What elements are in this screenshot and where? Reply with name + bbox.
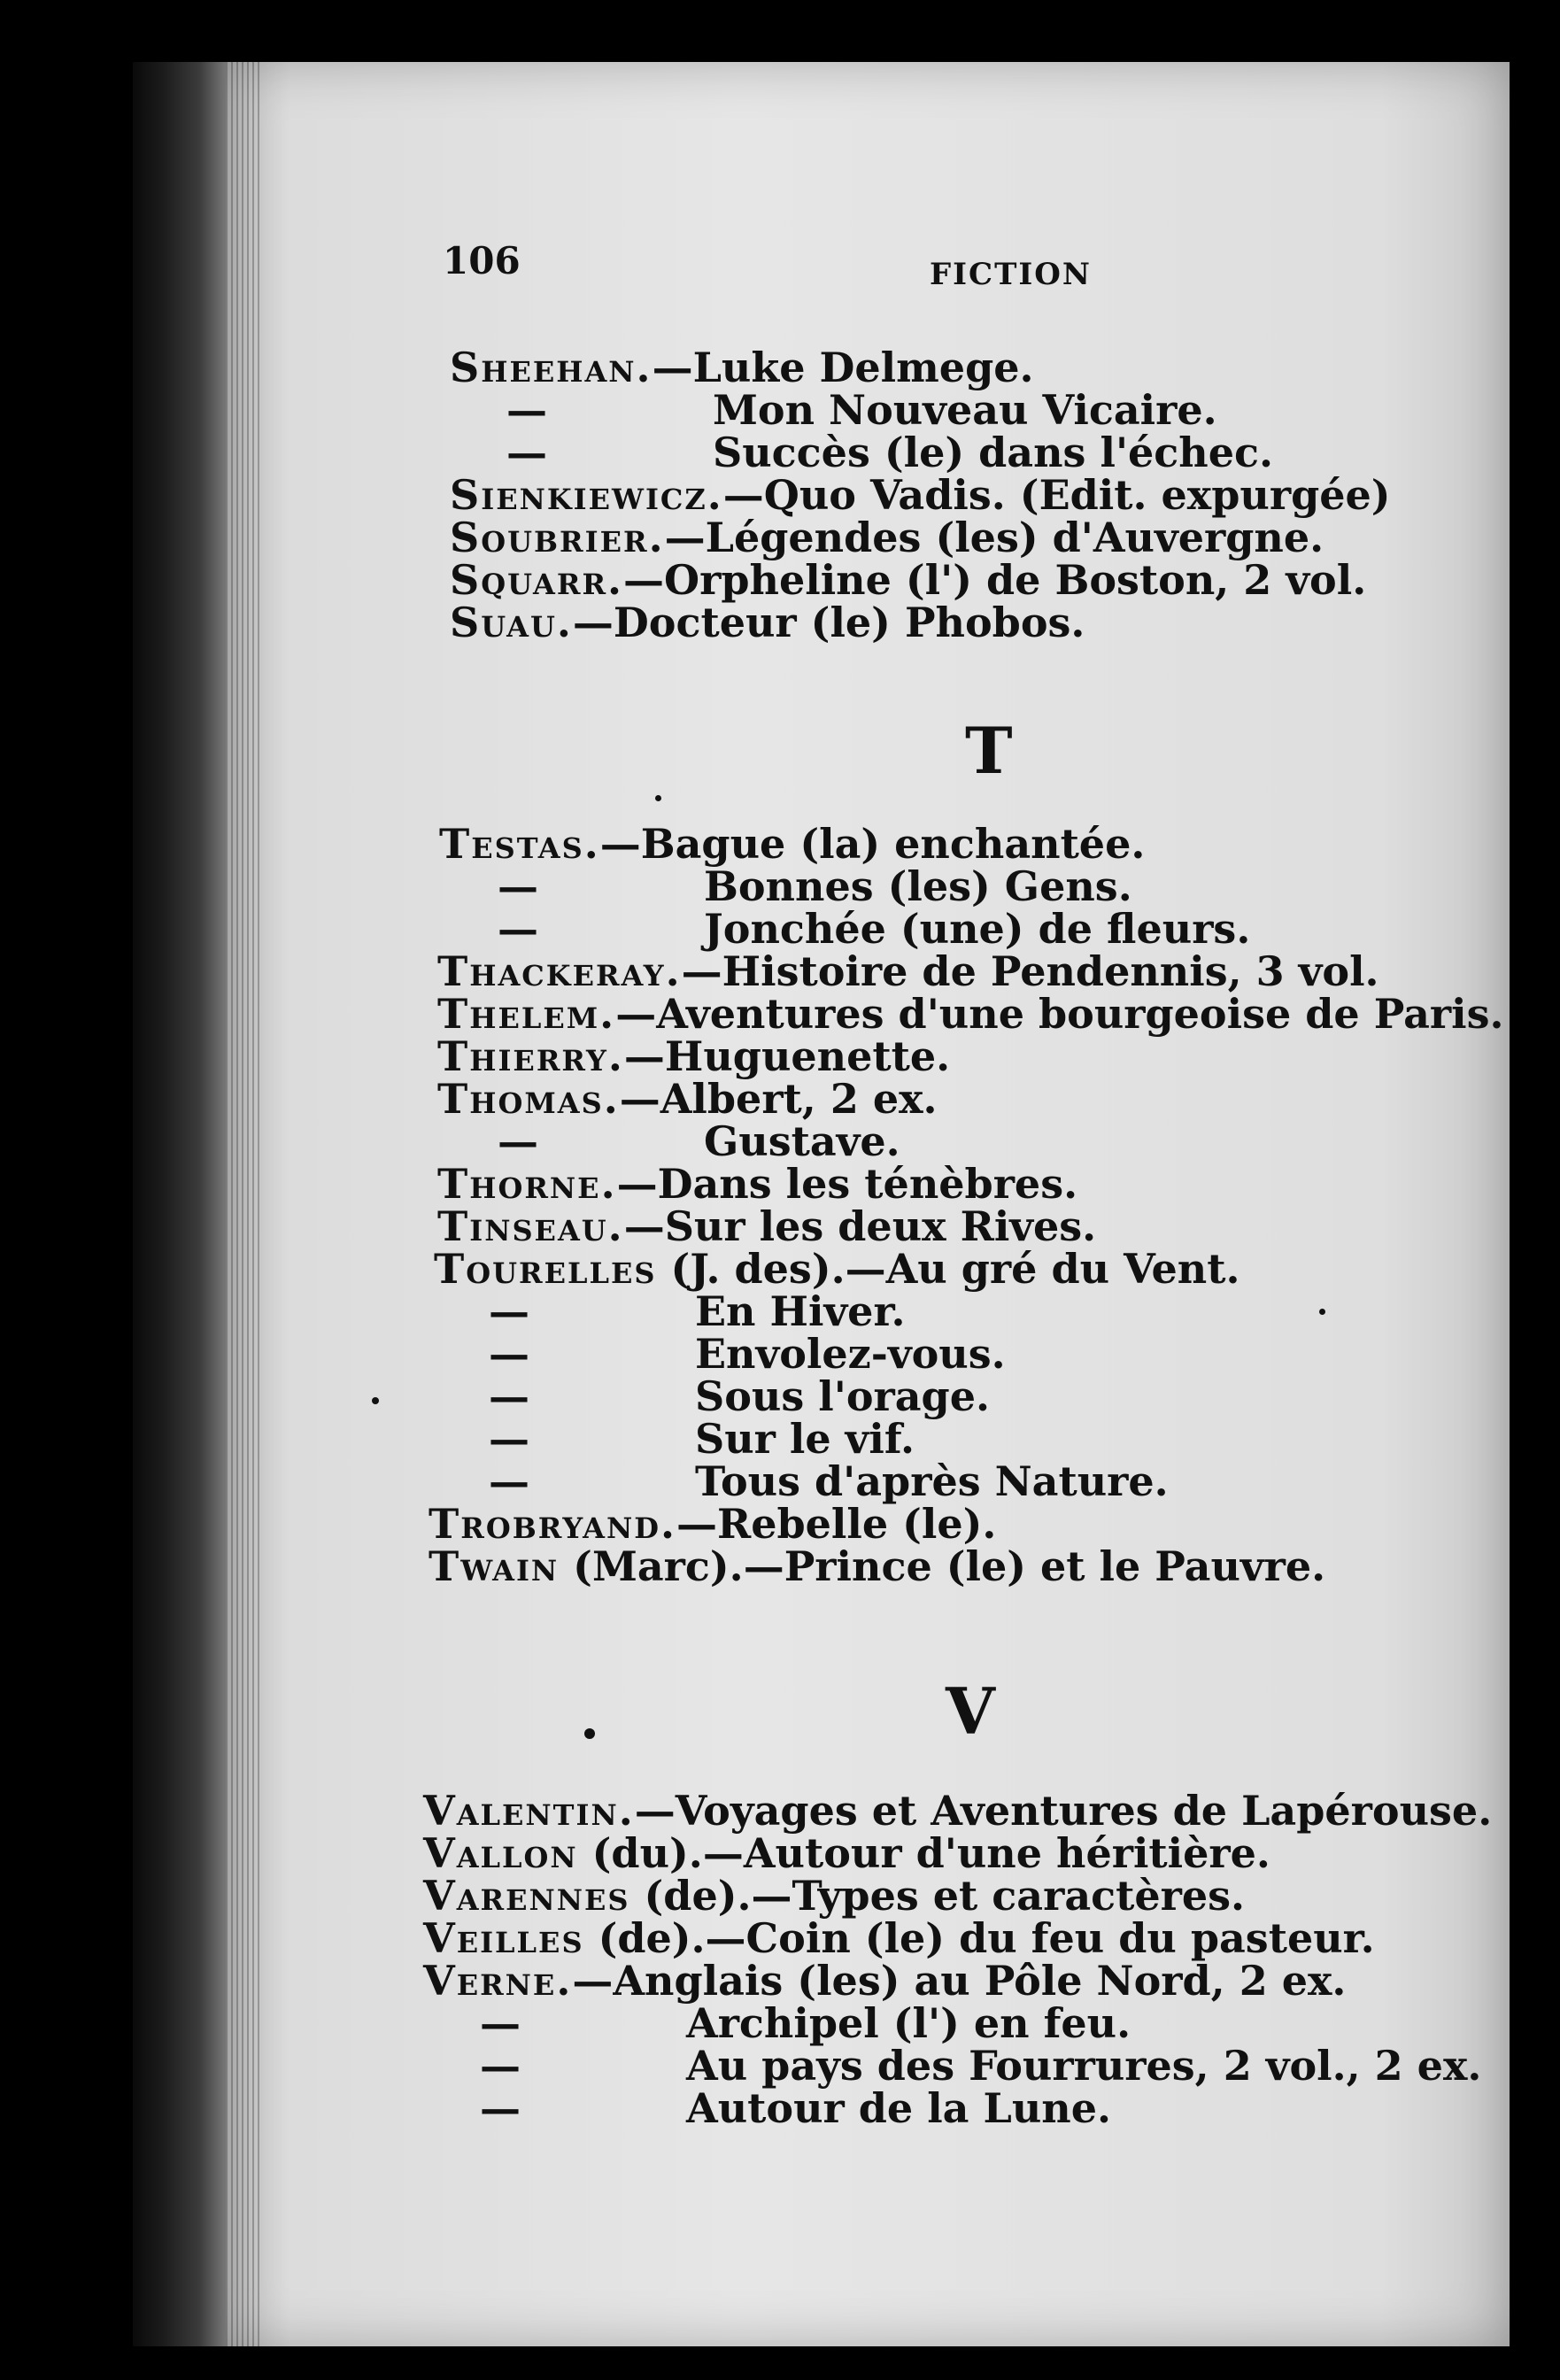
entry-author: Veilles	[423, 1914, 584, 1962]
entry-author: Vallon	[423, 1829, 578, 1877]
entry-title: Envolez-vous.	[695, 1330, 1006, 1378]
entry-suau	[450, 599, 1085, 646]
entry-author: Verne.	[423, 1957, 573, 2005]
entry-author: Tourelles	[434, 1245, 657, 1293]
entry-continuation	[460, 2042, 1482, 2090]
entry-title: —Histoire de Pendennis, 3 vol.	[681, 947, 1379, 995]
scan-speck	[584, 1728, 595, 1739]
entry-thomas	[437, 1075, 938, 1123]
entry-title: Sur le vif.	[695, 1415, 915, 1463]
entry-continuation	[478, 905, 1251, 953]
entry-continuation	[469, 1330, 1006, 1378]
entry-title: (Marc).—Prince (le) et le Pauvre.	[559, 1542, 1326, 1590]
entry-title: Jonchée (une) de fleurs.	[704, 905, 1251, 953]
ditto-dash: —	[489, 1415, 529, 1463]
entry-continuation	[469, 1415, 915, 1463]
entry-author: Tinseau.	[437, 1202, 624, 1250]
entry-thelem	[437, 990, 1504, 1038]
entry-title: —Albert, 2 ex.	[619, 1075, 938, 1123]
book-spine	[133, 62, 235, 2346]
ditto-dash: —	[480, 2042, 521, 2090]
entry-author: Varennes	[423, 1872, 630, 1920]
entry-verne	[423, 1957, 1347, 2005]
entry-author: Thierry.	[437, 1032, 624, 1080]
running-head: FICTION	[930, 257, 1093, 292]
entry-continuation	[460, 2084, 1112, 2132]
entry-title: —Orpheline (l') de Boston, 2 vol.	[623, 556, 1367, 604]
scan-speck	[1319, 1309, 1325, 1315]
ditto-dash: —	[480, 2084, 521, 2132]
entry-thackeray	[437, 947, 1379, 995]
entry-title: —Quo Vadis. (Edit. expurgée)	[722, 471, 1391, 519]
entry-title: (de).—Coin (le) du feu du pasteur.	[583, 1914, 1375, 1962]
entry-valentin	[423, 1787, 1493, 1835]
entry-author: Soubrier.	[450, 514, 665, 561]
entry-continuation	[478, 1117, 900, 1165]
entry-continuation	[487, 386, 1217, 434]
ditto-dash: —	[480, 1999, 521, 2047]
entry-title: —Huguenette.	[623, 1032, 951, 1080]
entry-author: Valentin.	[423, 1787, 635, 1835]
entry-thierry	[437, 1032, 951, 1080]
entry-soubrier	[450, 514, 1324, 561]
entry-title: (J. des).—Au gré du Vent.	[656, 1245, 1240, 1293]
ditto-dash: —	[489, 1287, 529, 1335]
entry-thorne	[437, 1160, 1078, 1208]
entry-title: Succès (le) dans l'échec.	[713, 429, 1274, 476]
entry-title: En Hiver.	[695, 1287, 906, 1335]
entry-author: Trobryand.	[429, 1500, 676, 1548]
entry-title: —Bague (la) enchantée.	[599, 820, 1146, 868]
entry-author: Sheehan.	[450, 344, 653, 391]
entry-continuation	[469, 1457, 1169, 1505]
entry-vallon	[423, 1829, 1270, 1877]
ditto-dash: —	[489, 1457, 529, 1505]
entry-title: —Sur les deux Rives.	[623, 1202, 1097, 1250]
entry-title: Mon Nouveau Vicaire.	[713, 386, 1217, 434]
entry-sienkiewicz	[450, 471, 1391, 519]
entry-title: —Voyages et Aventures de Lapérouse.	[634, 1787, 1493, 1835]
entry-title: —Docteur (le) Phobos.	[572, 599, 1085, 646]
entry-author: Thomas.	[437, 1075, 620, 1123]
entry-title: Sous l'orage.	[695, 1372, 990, 1420]
entry-title: —Dans les ténèbres.	[616, 1160, 1078, 1208]
ditto-dash: —	[498, 905, 538, 953]
entry-tourelles	[434, 1245, 1240, 1293]
entry-title: (de).—Types et caractères.	[629, 1872, 1246, 1920]
entry-continuation	[469, 1372, 990, 1420]
entry-title: Autour de la Lune.	[686, 2084, 1112, 2132]
ditto-dash: —	[506, 386, 547, 434]
ditto-dash: —	[498, 1117, 538, 1165]
entry-title: Tous d'après Nature.	[695, 1457, 1169, 1505]
entry-title: —Luke Delmege.	[652, 344, 1034, 391]
entry-sheehan	[450, 344, 1034, 391]
entry-author: Squarr.	[450, 556, 624, 604]
page-number: 106	[443, 239, 521, 282]
entry-continuation	[478, 862, 1132, 910]
entry-tinseau	[437, 1202, 1097, 1250]
entry-title: —Rebelle (le).	[676, 1500, 997, 1548]
section-letter-v: V	[946, 1673, 995, 1749]
ditto-dash: —	[498, 862, 538, 910]
entry-author: Suau.	[450, 599, 573, 646]
ditto-dash: —	[489, 1330, 529, 1378]
section-letter-t: T	[965, 713, 1013, 788]
entry-author: Twain	[429, 1542, 560, 1590]
entry-title: Bonnes (les) Gens.	[704, 862, 1132, 910]
scan-speck	[372, 1397, 379, 1404]
entry-varennes	[423, 1872, 1246, 1920]
ditto-dash: —	[506, 429, 547, 476]
entry-continuation	[460, 1999, 1131, 2047]
entry-continuation	[487, 429, 1274, 476]
entry-title: Gustave.	[704, 1117, 900, 1165]
entry-author: Testas.	[439, 820, 600, 868]
entry-title: Au pays des Fourrures, 2 vol., 2 ex.	[686, 2042, 1482, 2090]
entry-title: —Légendes (les) d'Auvergne.	[664, 514, 1324, 561]
entry-trobryand	[429, 1500, 997, 1548]
entry-title: (du).—Autour d'une héritière.	[577, 1829, 1270, 1877]
entry-twain	[429, 1542, 1326, 1590]
entry-veilles	[423, 1914, 1375, 1962]
entry-continuation	[469, 1287, 906, 1335]
entry-squarr	[450, 556, 1367, 604]
entry-author: Thelem.	[437, 990, 616, 1038]
scan-speck	[655, 795, 661, 801]
entry-title: —Anglais (les) au Pôle Nord, 2 ex.	[572, 1957, 1347, 2005]
entry-author: Thorne.	[437, 1160, 617, 1208]
entry-testas	[439, 820, 1146, 868]
ditto-dash: —	[489, 1372, 529, 1420]
entry-title: Archipel (l') en feu.	[686, 1999, 1131, 2047]
entry-author: Thackeray.	[437, 947, 682, 995]
entry-title: —Aventures d'une bourgeoise de Paris.	[615, 990, 1504, 1038]
entry-author: Sienkiewicz.	[450, 471, 723, 519]
